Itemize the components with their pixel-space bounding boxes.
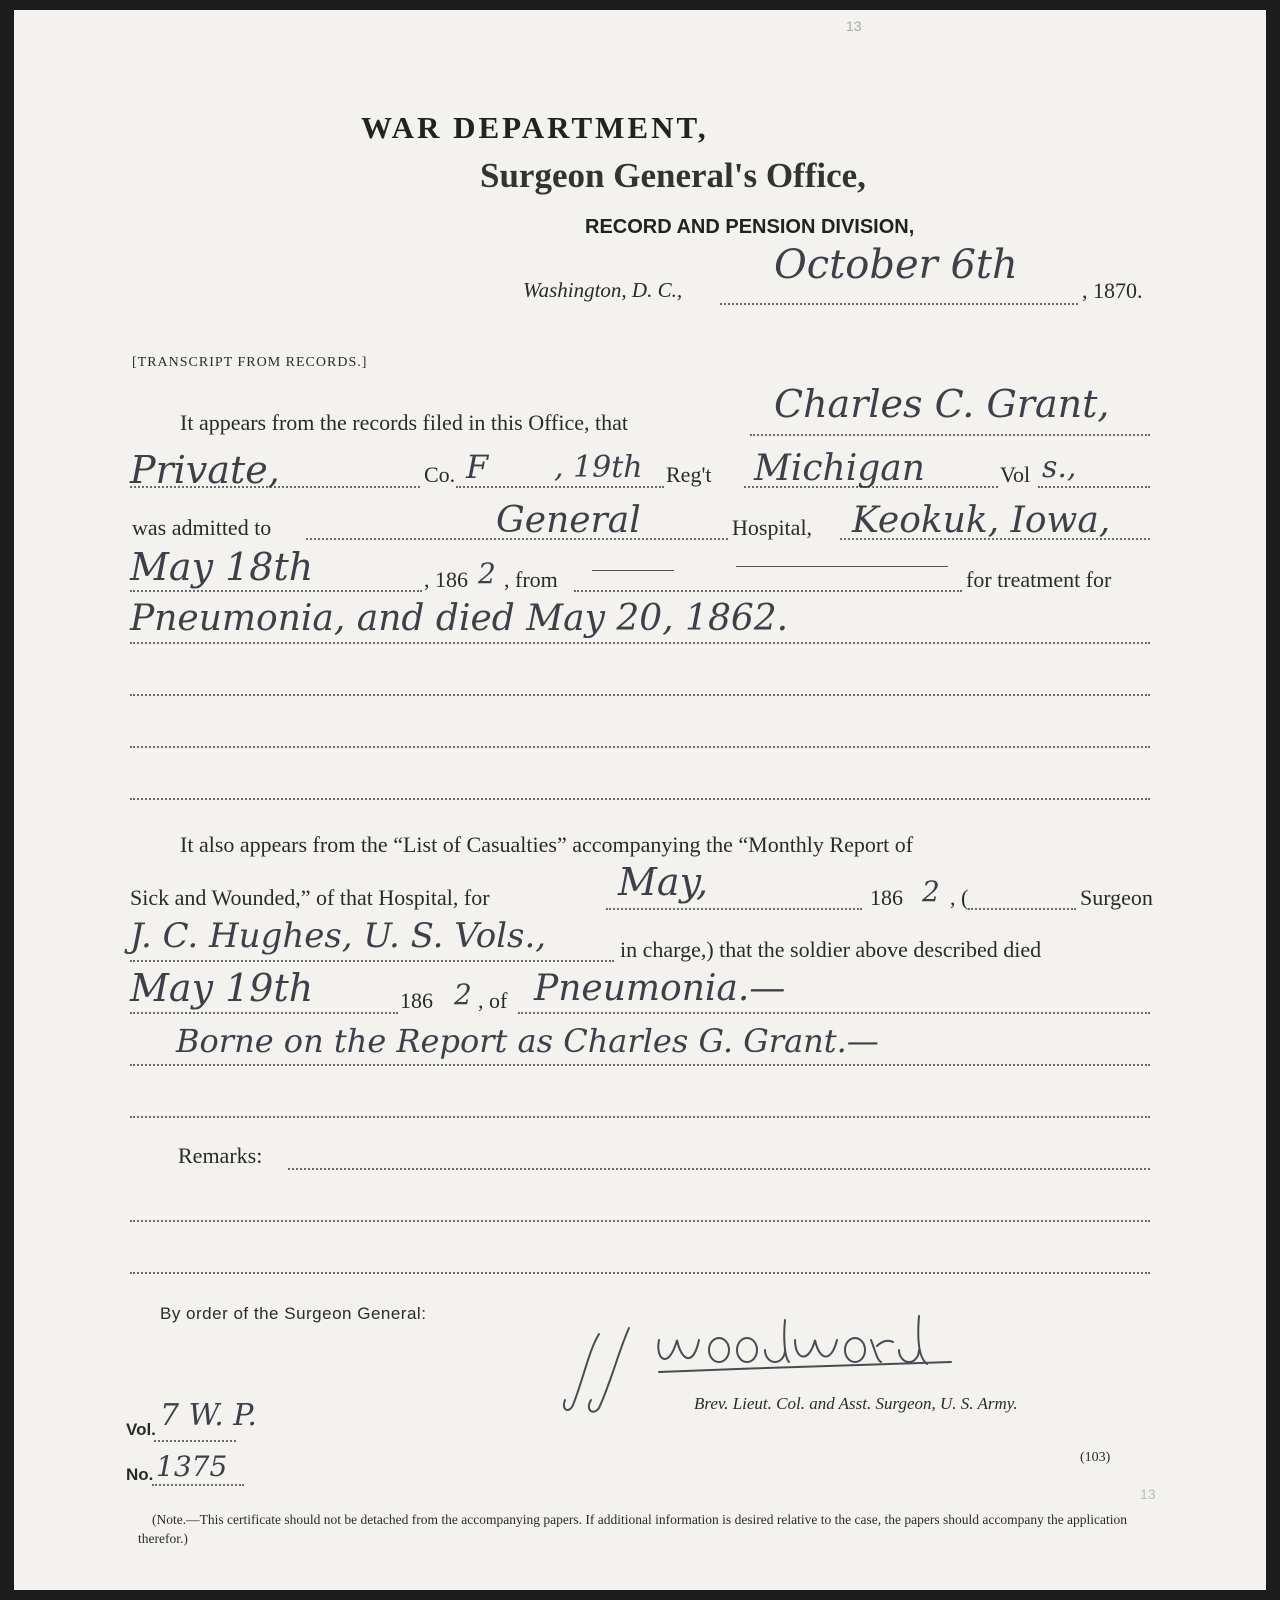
remarks-dots-1: [288, 1168, 1150, 1170]
no-field-label: No.: [126, 1465, 154, 1484]
report-note: Borne on the Report as Charles G. Grant.—: [176, 1022, 879, 1060]
death-year: 186: [400, 988, 433, 1013]
appears-text: It appears from the records filed in this Office, that: [180, 410, 628, 435]
regiment-label: Reg't: [666, 462, 712, 487]
treatment-label: for treatment for: [966, 567, 1112, 592]
admit-year: , 186: [424, 567, 468, 592]
report-year: 186: [870, 885, 903, 910]
from-dash-1: [592, 570, 674, 571]
company-dots: [456, 486, 664, 488]
paren-open: , (: [950, 885, 969, 910]
from-dash-2: [736, 566, 948, 567]
company-label: Co.: [424, 462, 456, 487]
no-field-value: 1375: [156, 1450, 228, 1483]
vol-dots: [1038, 486, 1150, 488]
vol-field-dots: [154, 1440, 236, 1442]
blank-line-4: [130, 1116, 1150, 1118]
report-year-digit: 2: [922, 875, 940, 908]
death-year-digit: 2: [454, 978, 472, 1011]
death-date: May 19th: [130, 966, 314, 1010]
vol-label: Vol: [1000, 462, 1031, 487]
admitted-label: was admitted to: [132, 515, 272, 540]
hospital-label: Hospital,: [732, 515, 813, 540]
no-field-dots: [152, 1484, 244, 1486]
surgeon-label: Surgeon: [1080, 885, 1153, 910]
year-label: , 1870.: [1082, 278, 1143, 303]
place-label: Washington, D. C.,: [523, 278, 683, 302]
month-dots: [606, 908, 862, 910]
vol-value: s.,: [1042, 450, 1077, 485]
cause-dots: [518, 1012, 1150, 1014]
admit-year-digit: 2: [478, 557, 496, 590]
death-date-dots: [130, 1012, 398, 1014]
office-heading: Surgeon General's Office,: [480, 156, 866, 195]
in-charge-text: in charge,) that the soldier above described died: [620, 937, 1042, 962]
vol-field-value: 7 W. P.: [160, 1398, 257, 1433]
certificate-page: [14, 10, 1266, 1590]
remarks-label: Remarks:: [178, 1143, 263, 1168]
pencil-mark-top: 13: [846, 18, 862, 34]
blank-line-3: [130, 798, 1150, 800]
state-value: Michigan: [754, 448, 925, 489]
from-label: , from: [504, 567, 558, 592]
vol-field-label: Vol.: [126, 1420, 156, 1439]
from-dots: [574, 590, 962, 592]
admit-date-dots: [130, 590, 422, 592]
cause-of-death: Pneumonia.—: [534, 968, 786, 1009]
hospital-place: Keokuk, Iowa,: [852, 500, 1111, 541]
transcript-label: [TRANSCRIPT FROM RECORDS.]: [132, 355, 368, 370]
diagnosis: Pneumonia, and died May 20, 1862.: [130, 598, 789, 639]
admit-date: May 18th: [130, 545, 314, 589]
hospital-type: General: [496, 500, 641, 541]
regiment-number: , 19th: [554, 450, 643, 485]
of-label: , of: [478, 988, 508, 1013]
soldier-name: Charles C. Grant,: [774, 382, 1110, 426]
division-heading: RECORD AND PENSION DIVISION,: [585, 216, 915, 238]
company-value: F: [466, 448, 489, 486]
surgeon-prefix-dots: [968, 908, 1076, 910]
remarks-dots-2: [130, 1220, 1150, 1222]
blank-line-1: [130, 694, 1150, 696]
footer-note: (Note.—This certificate should not be detached from the accompanying papers. If additional information is desired relative to the case, the papers should accompany the application therefor.): [138, 1512, 1128, 1546]
signer-title: Brev. Lieut. Col. and Asst. Surgeon, U. S. Army.: [694, 1394, 1018, 1413]
also-appears-text: It also appears from the “List of Casualties” accompanying the “Monthly Report of: [180, 832, 914, 857]
blank-line-2: [130, 746, 1150, 748]
report-month: May,: [618, 860, 709, 904]
department-heading: WAR DEPARTMENT,: [361, 110, 709, 145]
name-dots: [750, 434, 1150, 436]
date-handwritten: October 6th: [774, 242, 1018, 288]
sick-wounded-text: Sick and Wounded,” of that Hospital, for: [130, 885, 490, 910]
soldier-rank: Private,: [130, 448, 280, 492]
surgeon-name: J. C. Hughes, U. S. Vols.,: [130, 916, 547, 956]
date-line-dots: [720, 303, 1078, 305]
form-number: (103): [1080, 1450, 1111, 1465]
surgeon-dots: [130, 960, 614, 962]
diagnosis-dots: [130, 642, 1150, 644]
order-label: By order of the Surgeon General:: [160, 1304, 427, 1323]
signature-text: [604, 1450, 610, 1451]
remarks-dots-3: [130, 1272, 1150, 1274]
pencil-mark-bottom: 13: [1140, 1486, 1156, 1502]
report-note-dots: [130, 1064, 1150, 1066]
